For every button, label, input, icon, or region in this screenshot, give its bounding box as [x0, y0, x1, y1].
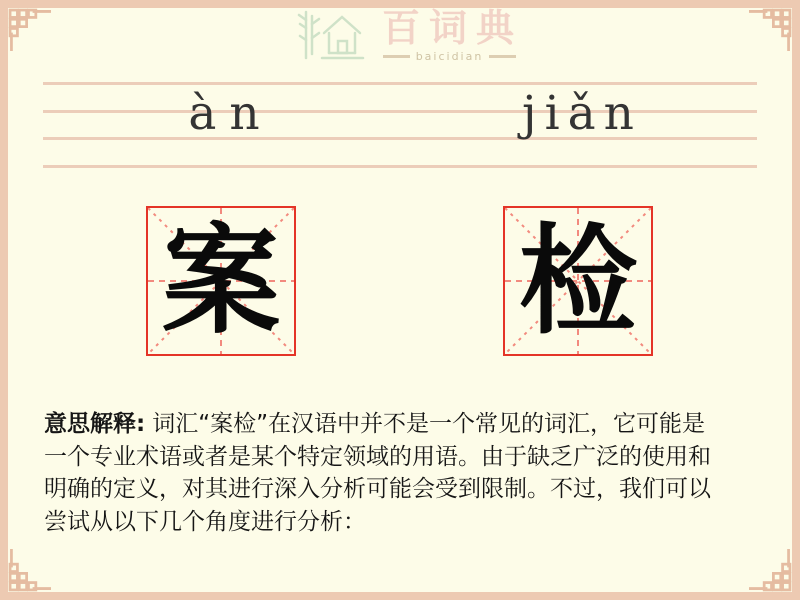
brand-block — [376, 6, 523, 62]
explanation-line-3: 明确的定义，对其进行深入分析可能会受到限制。不过，我们可以 — [44, 476, 711, 502]
explanation-label: 意思解释: — [44, 411, 146, 437]
brand-subtitle-row — [383, 51, 517, 62]
character-tile-1 — [146, 206, 296, 356]
hanzi-character-1: 案 — [161, 212, 280, 350]
pavilion-bamboo-stamp-icon — [296, 6, 368, 64]
corner-lattice-icon — [5, 5, 51, 51]
hanzi-character-2: 检 — [518, 212, 637, 350]
character-tile-2 — [503, 206, 653, 356]
corner-lattice-icon — [749, 5, 795, 51]
explanation-line-2: 一个专业术语或者是某个特定领域的用语。由于缺乏广泛的使用和 — [44, 443, 711, 470]
corner-lattice-icon — [5, 549, 51, 595]
explanation-line-1 — [44, 408, 760, 441]
pinyin-syllable-2: jiǎn — [522, 86, 642, 142]
pinyin-syllable-1: àn — [188, 86, 273, 142]
corner-lattice-icon — [749, 549, 795, 595]
brand-title: 百词典 — [382, 6, 524, 50]
explanation-line-4: 尝试从以下几个角度进行分析： — [44, 508, 366, 535]
subtitle-left-dash — [383, 55, 410, 58]
logo — [296, 6, 523, 64]
explanation-block — [44, 408, 760, 538]
explanation-text: 词汇“案检”在汉语中并不是一个常见的词汇，它可能是 — [152, 411, 706, 437]
brand-subtitle: baicidian — [415, 50, 484, 63]
pinyin-rule-line — [43, 165, 757, 168]
subtitle-right-dash — [489, 55, 516, 58]
